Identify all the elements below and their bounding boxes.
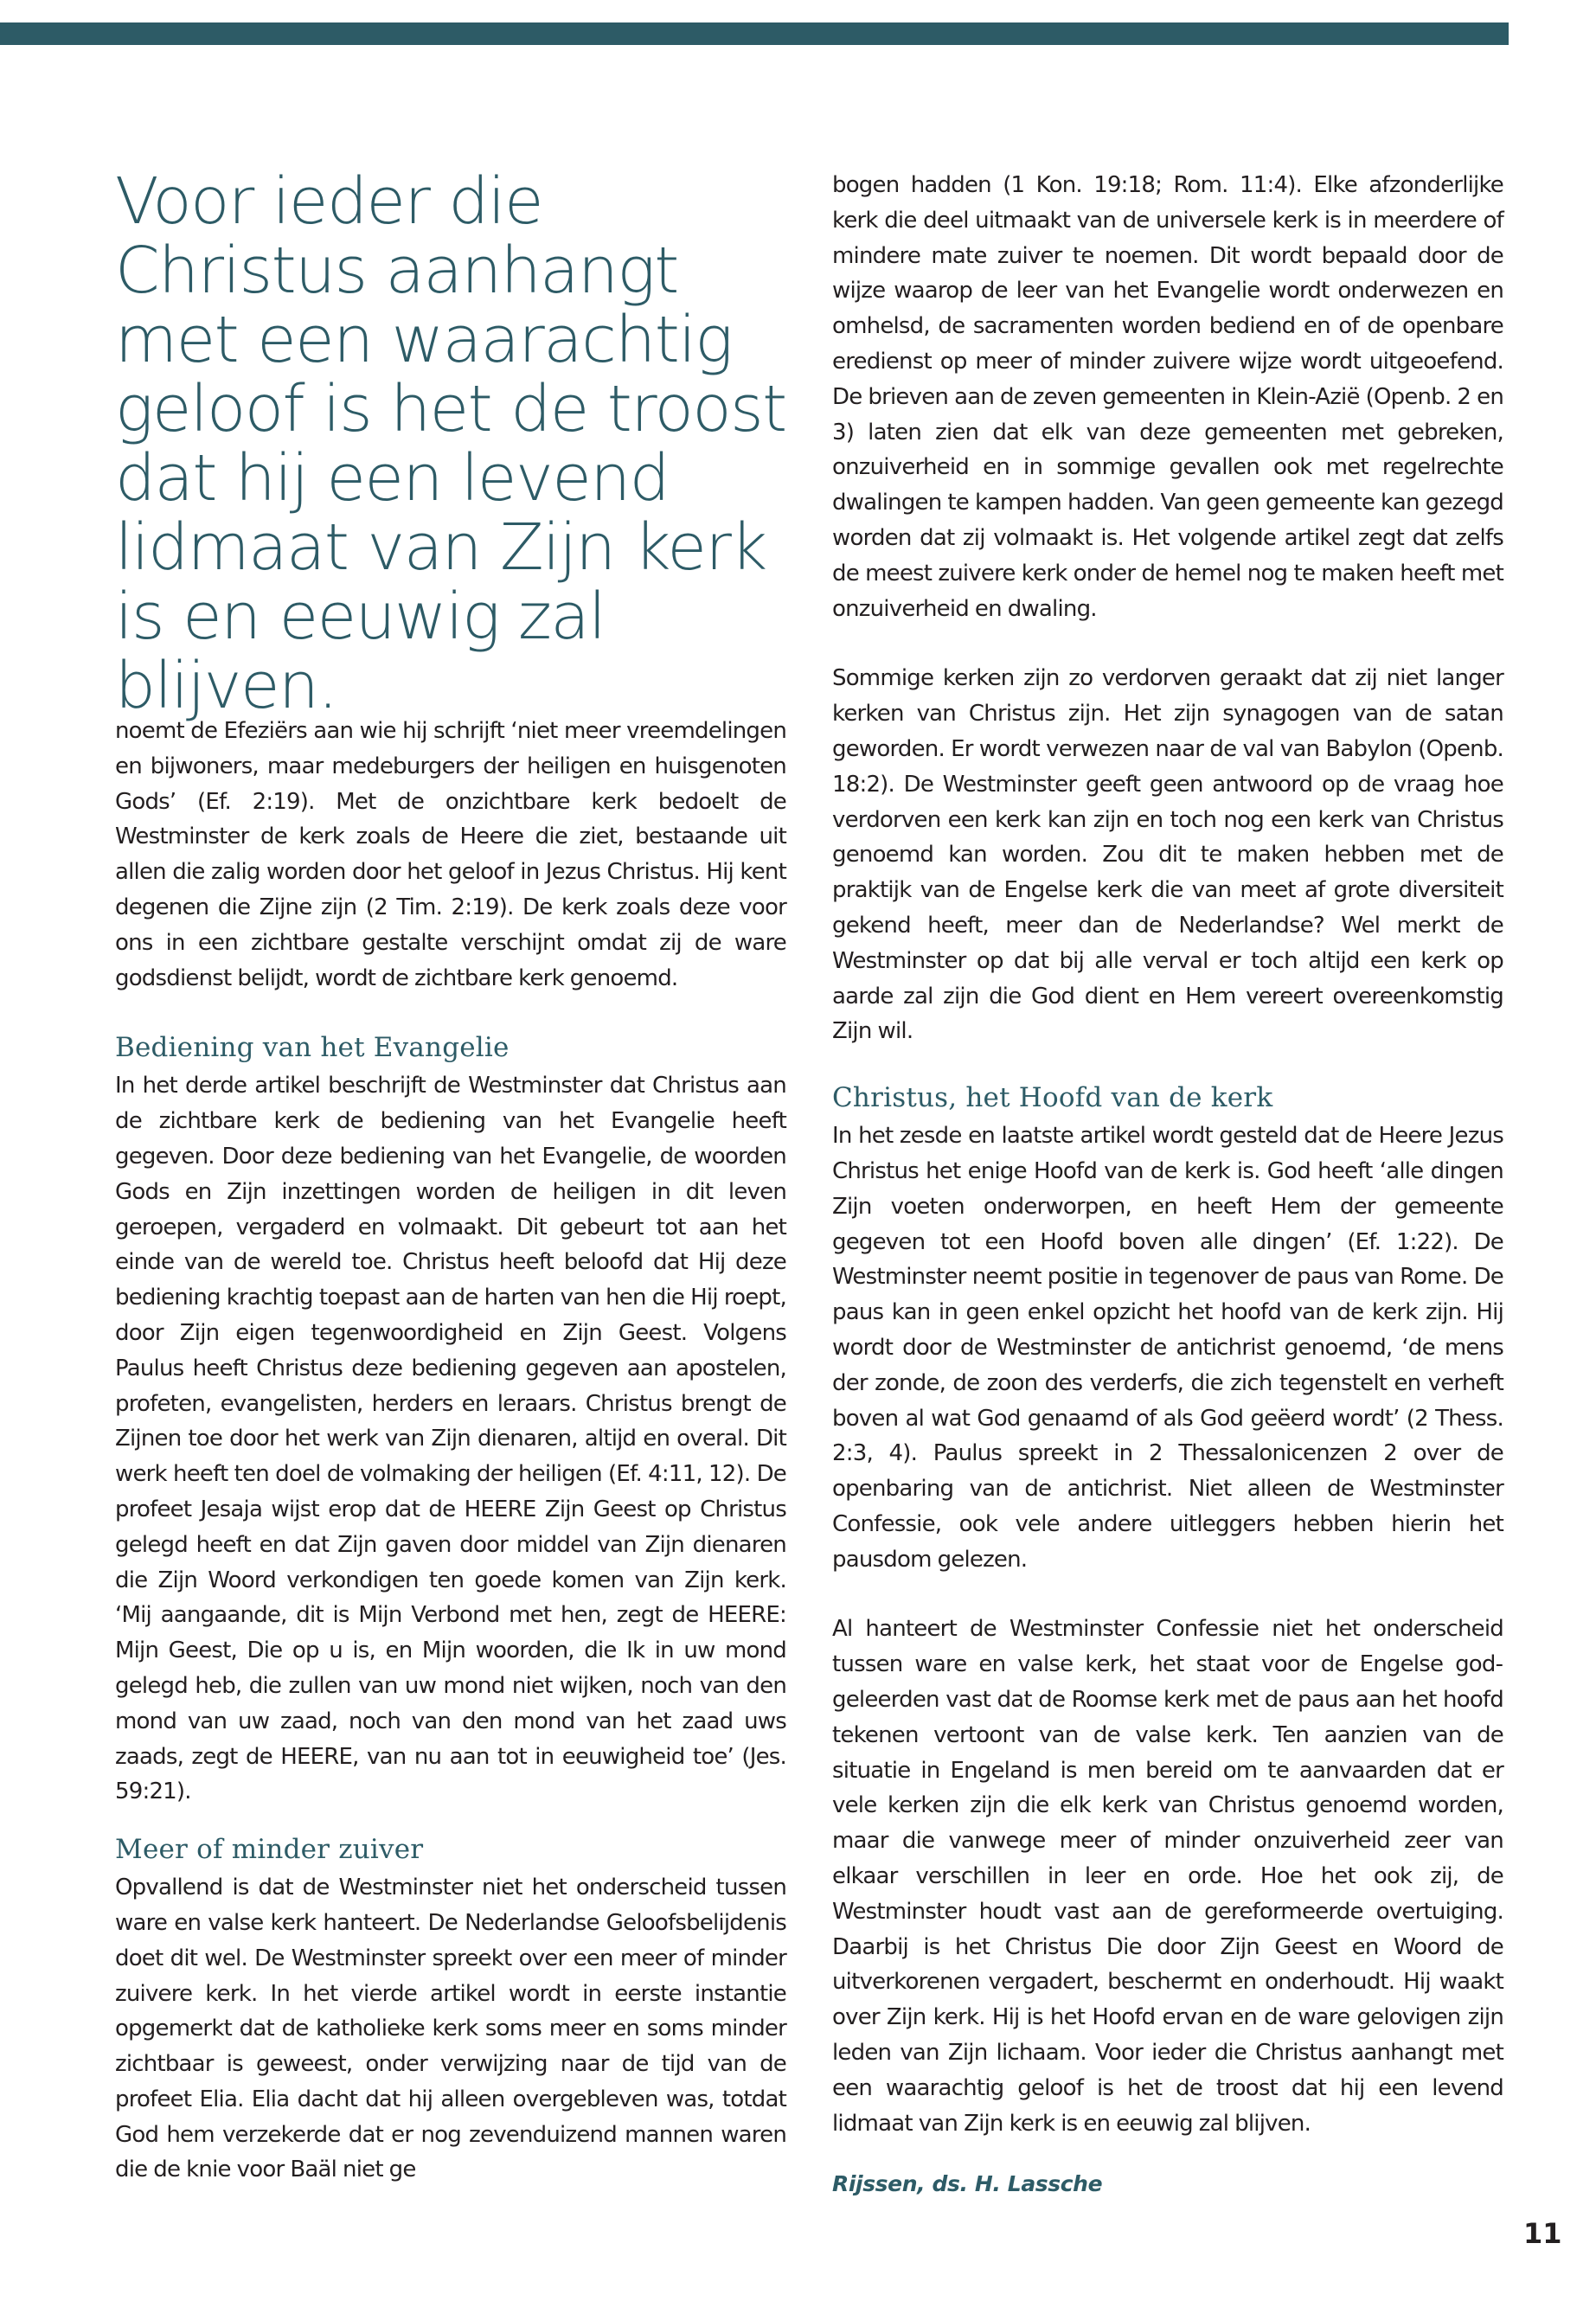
pull-quote: Voor ieder die Christus aanhangt met een waarachtig geloof is het de troost dat hij een levend lidmaat van Zijn kerk is en eeuwig zal blijven. — [115, 164, 786, 723]
right-paragraph-4: Al hanteert de Westminster Confessie niet het onderscheid tussen ware en valse kerk, het staat voor de Engelse godgeleerden vast dat de Roomse kerk met de paus aan het hoofd tekenen vertoont van de valse kerk. Ten aanzien van de situatie in Engeland is men bereid om te aanvaarden dat er vele kerken zijn die elk kerk van Christus genoemd worden, maar die vanwege meer of minder onzuiverheid zeer van elkaar verschillen in leer en orde. Hoe het ook zij, de Westminster houdt vast aan de gereformeerde overtuiging. Daarbij is het Christus Die door Zijn Geest en Woord de uitverkorenen vergadert, beschermt en onderhoudt. Hij waakt over Zijn kerk. Hij is het Hoofd ervan en de ware gelovigen zijn leden van Zijn lichaam. Voor ieder die Christus aanhangt met een waarachtig geloof is het de troost dat hij een levend lidmaat van Zijn kerk is en eeuwig zal blijven. — [832, 1616, 1503, 2137]
heading-meer-of-minder: Meer of minder zuiver — [115, 1834, 424, 1866]
right-column — [832, 168, 1503, 2202]
heading-bediening: Bediening van het Evangelie — [115, 1032, 510, 1064]
left-column — [115, 714, 786, 2188]
right-paragraph-3: In het zesde en laatste artikel wordt gesteld dat de Heere Jezus Christus het enige Hoofd van de kerk is. God heeft ‘alle dingen Zijn voeten onderworpen, en heeft Hem der gemeente gegeven tot een Hoofd boven alle dingen’ (Ef. 1:22). De Westminster neemt positie in tegenover de paus van Rome. De paus kan in geen enkel opzicht het hoofd van de kerk zijn. Hij wordt door de Westminster de antichrist genoemd, ‘de mens der zonde, de zoon des verderfs, die zich tegenstelt en verheft boven al wat God genaamd of als God geëerd wordt’ (2 Thess. 2:3, 4). Paulus spreekt in 2 Thessalonicenzen 2 over de openbaring van de antichrist. Niet alleen de Westminster Confessie, ook vele andere uitleggers hebben hierin het pausdom gelezen. — [832, 1123, 1503, 1573]
top-accent-bar — [0, 22, 1509, 45]
heading-christus-hoofd: Christus, het Hoofd van de kerk — [832, 1082, 1273, 1114]
right-paragraph-1: bogen hadden (1 Kon. 19:18; Rom. 11:4). Elke afzonderlijke kerk die deel uitmaakt van de universele kerk is in meerdere of mindere mate zuiver te noemen. Dit wordt bepaald door de wijze waarop de leer van het Evangelie wordt onderwezen en omhelsd, de sacramenten worden bediend en of de openbare eredienst op meer of minder zuivere wijze wordt uitgeoefend. De brieven aan de zeven gemeenten in Klein-Azië (Openb. 2 en 3) laten zien dat elk van deze gemeenten met gebreken, onzuiverheid en in sommige gevallen ook met regelrechte dwalingen te kampen hadden. Van geen gemeente kan gezegd worden dat zij volmaakt is. Het volgende artikel zegt dat zelfs de meest zuivere kerk onder de hemel nog te maken heeft met onzuiverheid en dwaling. — [832, 172, 1503, 622]
left-paragraph-3: Opvallend is dat de Westminster niet het onderscheid tussen ware en valse kerk hanteert. De Nederlandse Geloofsbelijdenis doet dit wel. De Westminster spreekt over een meer of minder zuivere kerk. In het vierde artikel wordt in eerste instantie opgemerkt dat de katholieke kerk soms meer en soms minder zichtbaar is geweest, onder verwijzing naar de tijd van de profeet Elia. Elia dacht dat hij alleen overgebleven was, totdat God hem verzekerde dat er nog zevenduizend mannen waren die de knie voor Baäl niet ge — [115, 1875, 786, 2183]
left-paragraph-2: In het derde artikel beschrijft de Westminster dat Christus aan de zichtbare kerk de bediening van het Evangelie heeft gegeven. Door deze bediening van het Evangelie, de woorden Gods en Zijn inzettingen worden de heiligen in dit leven geroepen, vergaderd en volmaakt. Dit gebeurt tot aan het einde van de wereld toe. Christus heeft beloofd dat Hij deze bediening krachtig toepast aan de harten van hen die Hij roept, door Zijn eigen tegenwoordigheid en Zijn Geest. Volgens Paulus heeft Christus deze bediening gegeven aan apostelen, profeten, evangelisten, herders en leraars. Christus brengt de Zijnen toe door het werk van Zijn dienaren, altijd en overal. Dit werk heeft ten doel de volmaking der heiligen (Ef. 4:11, 12). De profeet Jesaja wijst erop dat de HEERE Zijn Geest op Christus gelegd heeft en dat Zijn gaven door middel van Zijn dienaren die Zijn Woord verkondigen ten goede komen van Zijn kerk. ‘Mij aangaande, dit is Mijn Verbond met hen, zegt de HEERE: Mijn Geest, Die op u is, en Mijn woorden, die Ik in uw mond gelegd heb, die zullen van uw mond niet wijken, noch van den mond van uw zaad, noch van den mond van het zaad uws zaads, zegt de HEERE, van nu aan tot in eeuwigheid toe’ (Jes. 59:21). — [115, 1073, 786, 1805]
page-number: 11 — [1523, 2217, 1562, 2250]
right-paragraph-2: Sommige kerken zijn zo verdorven geraakt dat zij niet langer kerken van Christus zijn. Het zijn synagogen van de satan geworden. Er wordt verwezen naar de val van Babylon (Openb. 18:2). De Westminster geeft geen antwoord op de vraag hoe verdorven een kerk kan zijn en toch nog een kerk van Christus genoemd kan worden. Zou dit te maken hebben met de praktijk van de Engelse kerk die van meet af grote diversiteit gekend heeft, meer dan de Nederlandse? Wel merkt de Westminster op dat bij alle verval er toch altijd een kerk op aarde zal zijn die God dient en Hem vereert overeenkomstig Zijn wil. — [832, 665, 1503, 1045]
left-paragraph-1: noemt de Efeziërs aan wie hij schrijft ‘niet meer vreemdelingen en bijwoners, maar medeburgers der heiligen en huisgenoten Gods’ (Ef. 2:19). Met de onzichtbare kerk bedoelt de Westminster de kerk zoals de Heere die ziet, bestaande uit allen die zalig worden door het geloof in Jezus Christus. Hij kent degenen die Zijne zijn (2 Tim. 2:19). De kerk zoals deze voor ons in een zichtbare gestalte verschijnt omdat zij de ware godsdienst belijdt, wordt de zichtbare kerk genoemd. — [115, 718, 786, 991]
author-signature: Rijssen, ds. H. Lassche — [832, 2171, 1103, 2197]
